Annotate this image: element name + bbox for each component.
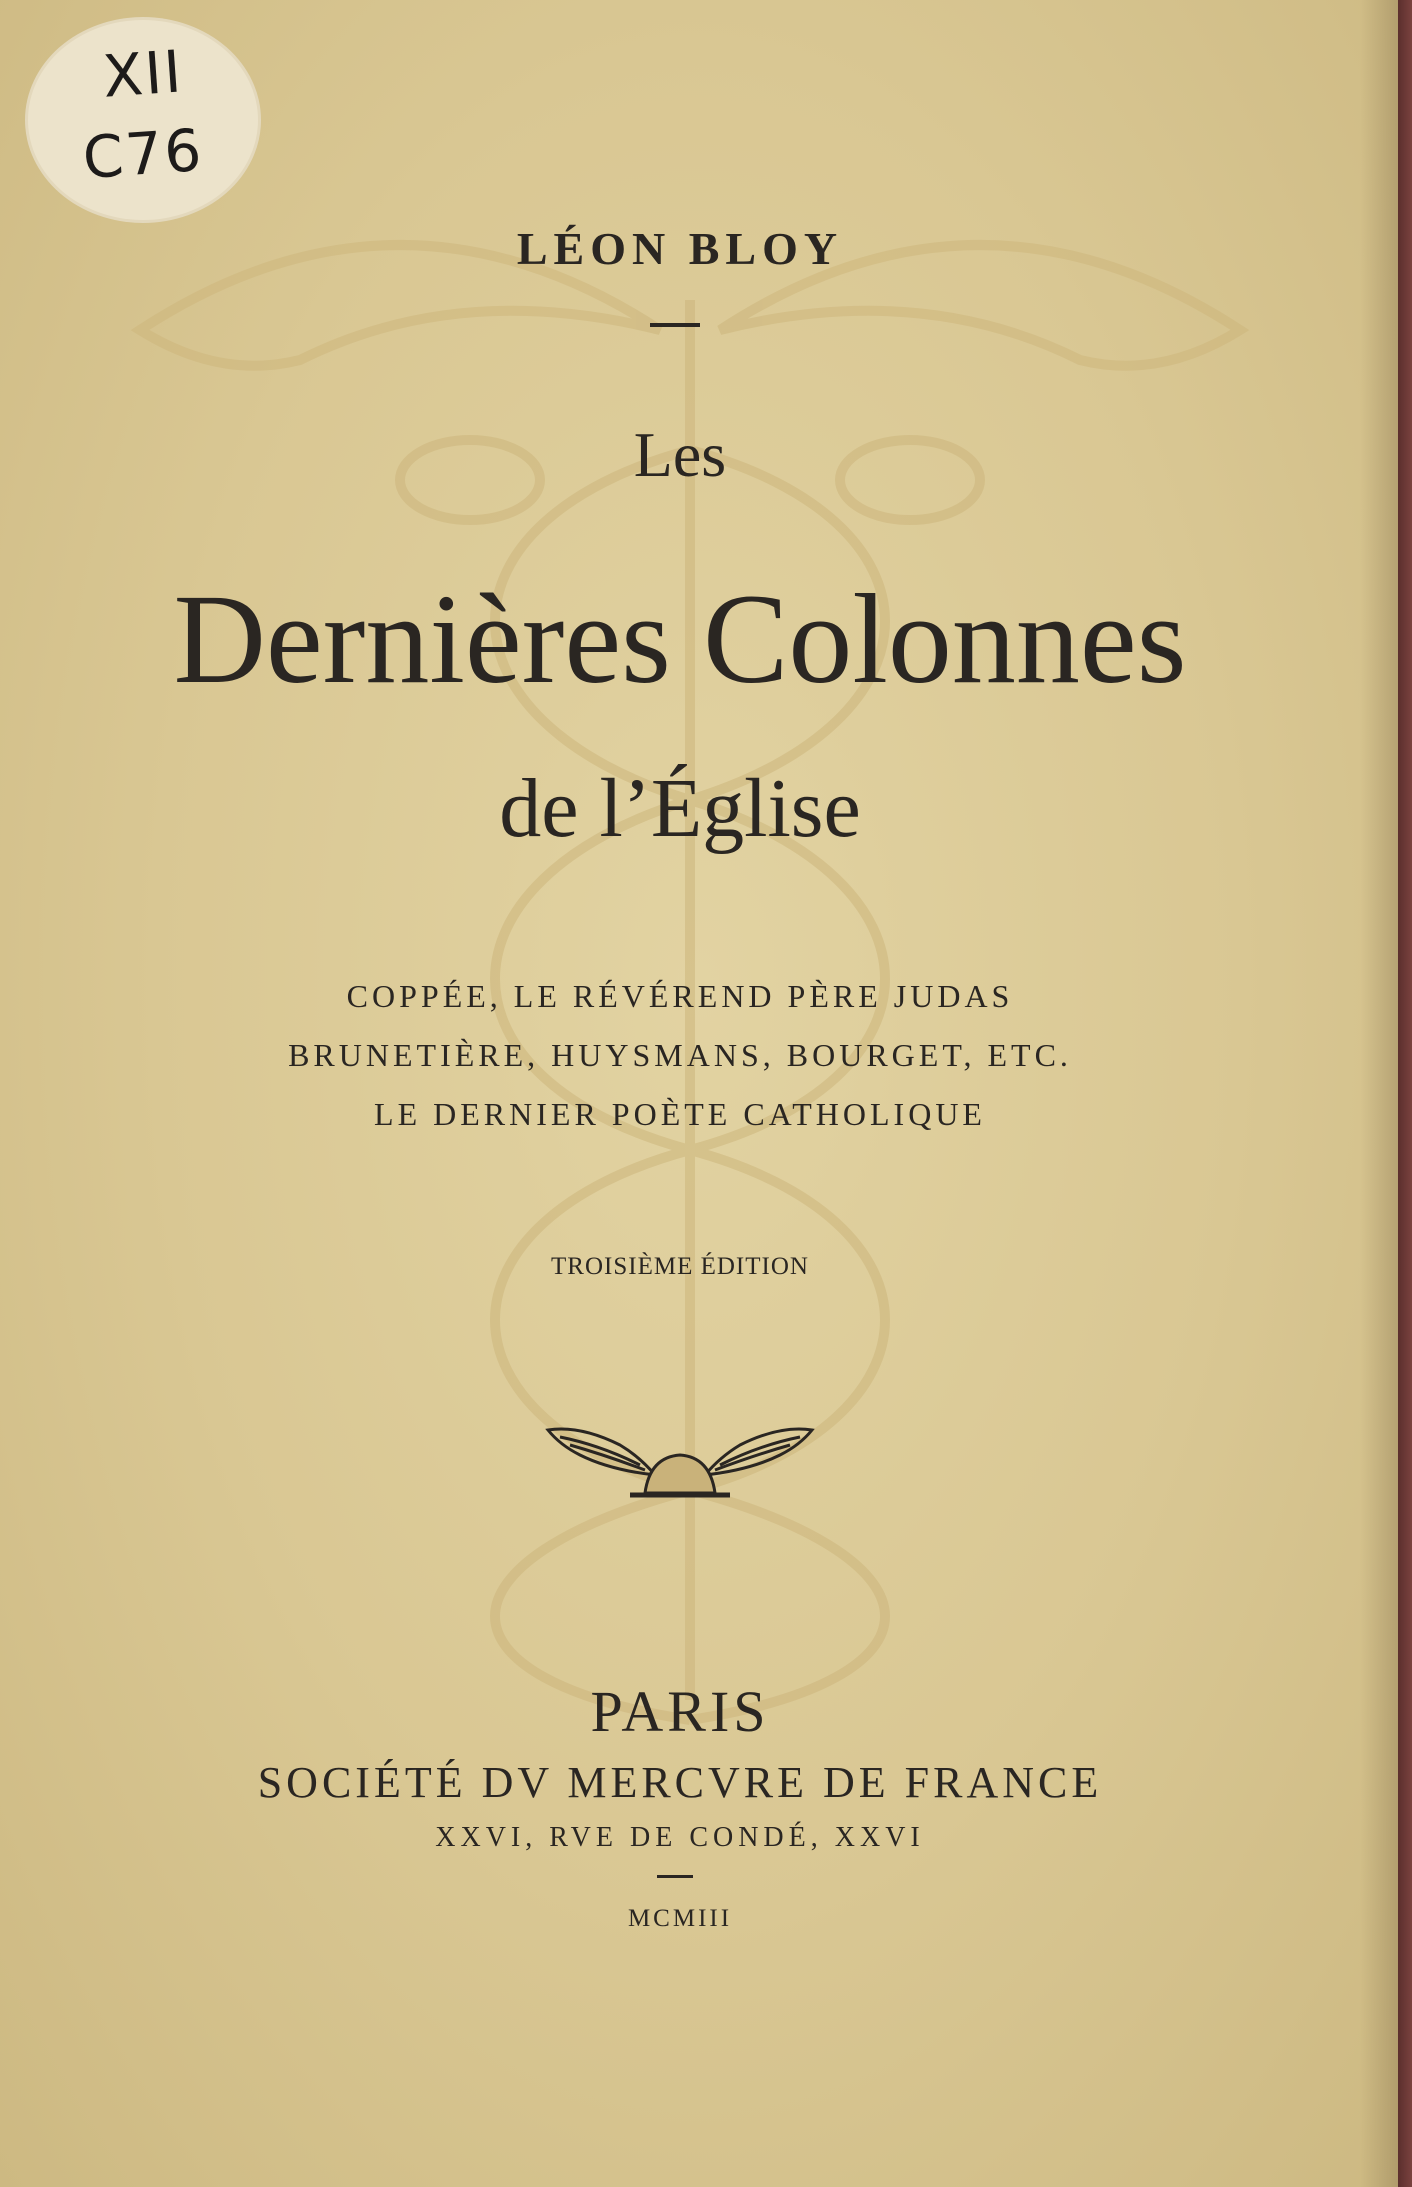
title-divider: [650, 323, 700, 327]
binding-edge: [1398, 0, 1412, 2187]
imprint-address: XXVI, RVE DE CONDÉ, XXVI: [435, 1822, 925, 1853]
author-name: LÉON BLOY: [516, 223, 844, 274]
winged-helmet-icon: [540, 1415, 820, 1505]
title-line-2: Dernières Colonnes: [173, 568, 1187, 710]
imprint-publisher: SOCIÉTÉ DV MERCVRE DE FRANCE: [257, 1758, 1103, 1807]
imprint-city: PARIS: [590, 1679, 770, 1744]
shelfmark-line-1: XII: [100, 37, 186, 111]
imprint-divider: [657, 1875, 693, 1878]
contents-line-1: COPPÉE, LE RÉVÉREND PÈRE JUDAS: [346, 978, 1014, 1014]
contents-line-3: LE DERNIER POÈTE CATHOLIQUE: [374, 1096, 986, 1132]
page-edge-shadow: [1360, 0, 1398, 2187]
library-shelfmark-label: [28, 20, 258, 220]
title-line-3: de l’Église: [499, 762, 861, 855]
shelfmark-line-2: C76: [80, 115, 206, 193]
imprint-year: MCMIII: [627, 1905, 733, 1932]
contents-line-2: BRUNETIÈRE, HUYSMANS, BOURGET, ETC.: [288, 1037, 1072, 1073]
title-line-1: Les: [633, 419, 727, 490]
edition-label: TROISIÈME ÉDITION: [551, 1253, 809, 1280]
